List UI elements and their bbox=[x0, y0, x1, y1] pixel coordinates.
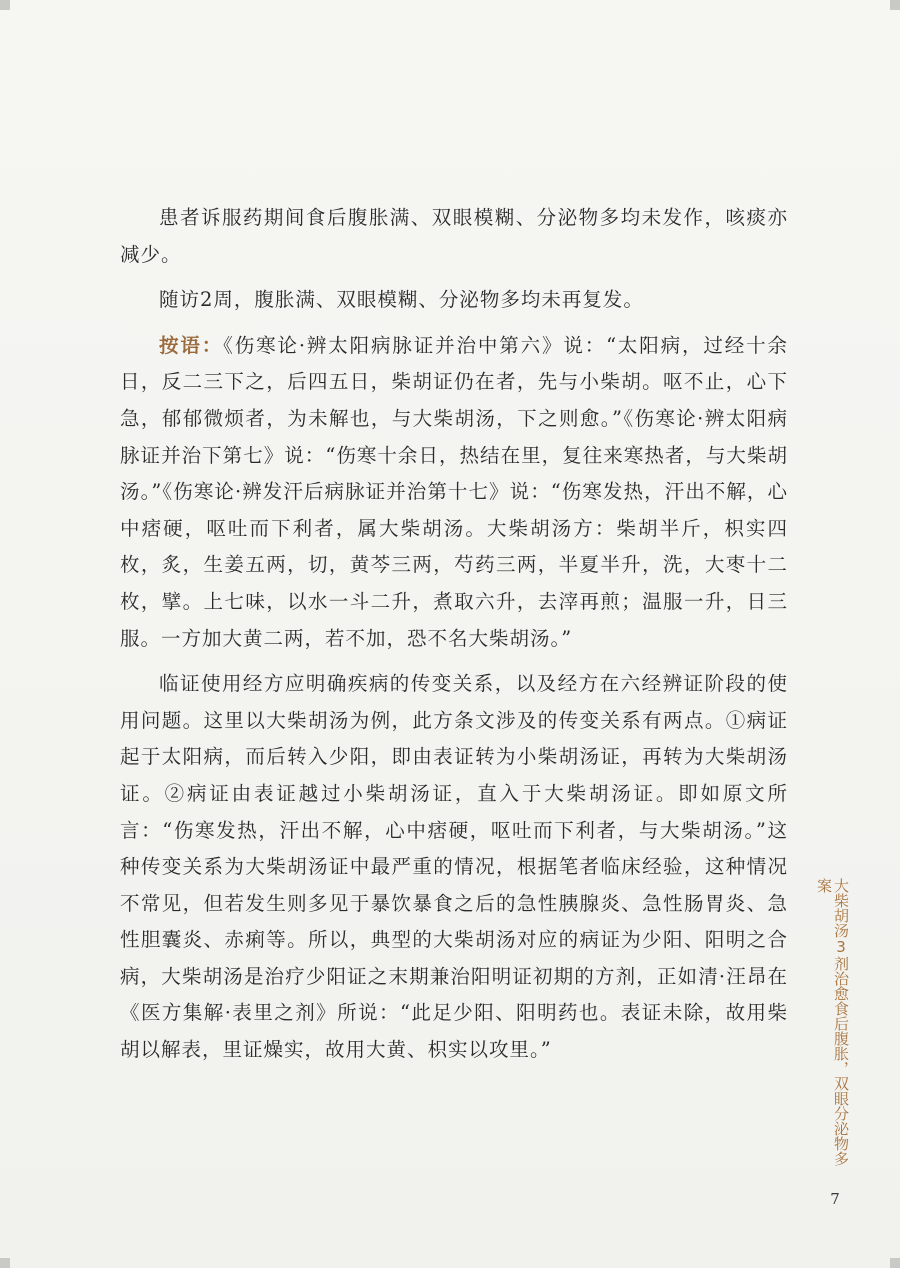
paragraph-follow-up-result bbox=[120, 200, 788, 273]
paragraph-text: 《伤寒论·辨太阳病脉证并治中第六》说：“太阳病，过经十余日，反二三下之，后四五日，柴胡证仍在者，先与小柴胡。呕不止，心下急，郁郁微烦者，为未解也，与大柴胡汤，下之则愈。”《伤寒论·辨太阳病脉证并治下第七》说：“伤寒十余日，热结在里，复往来寒热者，与大柴胡汤。”《伤寒论·辨发汗后病脉证并治第十七》说：“伤寒发热，汗出不解，心中痞硬，呕吐而下利者，属大柴胡汤。大柴胡汤方：柴胡半斤，枳实四枚，炙，生姜五两，切，黄芩三两，芍药三两，半夏半升，洗，大枣十二枚，擘。上七味，以水一斗二升，煮取六升，去滓再煎；温服一升，日三服。一方加大黄二两，若不加，恐不名大柴胡汤。” bbox=[120, 333, 788, 650]
crop-mark-top-left bbox=[0, 0, 10, 10]
paragraph-text: 患者诉服药期间食后腹胀满、双眼模糊、分泌物多均未发作，咳痰亦减少。 bbox=[120, 206, 788, 266]
crop-mark-top-right bbox=[890, 0, 900, 10]
page-number: 7 bbox=[830, 1190, 840, 1208]
crop-mark-bottom-left bbox=[0, 1258, 10, 1268]
paragraph-clinical-discussion bbox=[120, 666, 788, 1069]
commentary-label: 按语： bbox=[159, 333, 224, 357]
crop-mark-bottom-right bbox=[890, 1258, 900, 1268]
paragraph-text: 随访2周，腹胀满、双眼模糊、分泌物多均未再复发。 bbox=[159, 288, 644, 312]
running-title: 大柴胡汤3剂治愈食后腹胀，双眼分泌物多案 bbox=[815, 878, 850, 1166]
paragraph-follow-up-visit bbox=[120, 282, 788, 319]
paragraph-commentary bbox=[120, 328, 788, 657]
body-text bbox=[120, 200, 788, 1069]
paragraph-text: 临证使用经方应明确疾病的传变关系，以及经方在六经辨证阶段的使用问题。这里以大柴胡汤为例，此方条文涉及的传变关系有两点。①病证起于太阳病，而后转入少阳，即由表证转为小柴胡汤证，再转为大柴胡汤证。②病证由表证越过小柴胡汤证，直入于大柴胡汤证。即如原文所言：“伤寒发热，汗出不解，心中痞硬，呕吐而下利者，与大柴胡汤。”这种传变关系为大柴胡汤证中最严重的情况，根据笔者临床经验，这种情况不常见，但若发生则多见于暴饮暴食之后的急性胰腺炎、急性肠胃炎、急性胆囊炎、赤痢等。所以，典型的大柴胡汤对应的病证为少阳、阳明之合病，大柴胡汤是治疗少阳证之末期兼治阳明证初期的方剂，正如清·汪昂在《医方集解·表里之剂》所说：“此足少阳、阳明药也。表证未除，故用柴胡以解表，里证燥实，故用大黄、枳实以攻里。” bbox=[120, 672, 788, 1062]
